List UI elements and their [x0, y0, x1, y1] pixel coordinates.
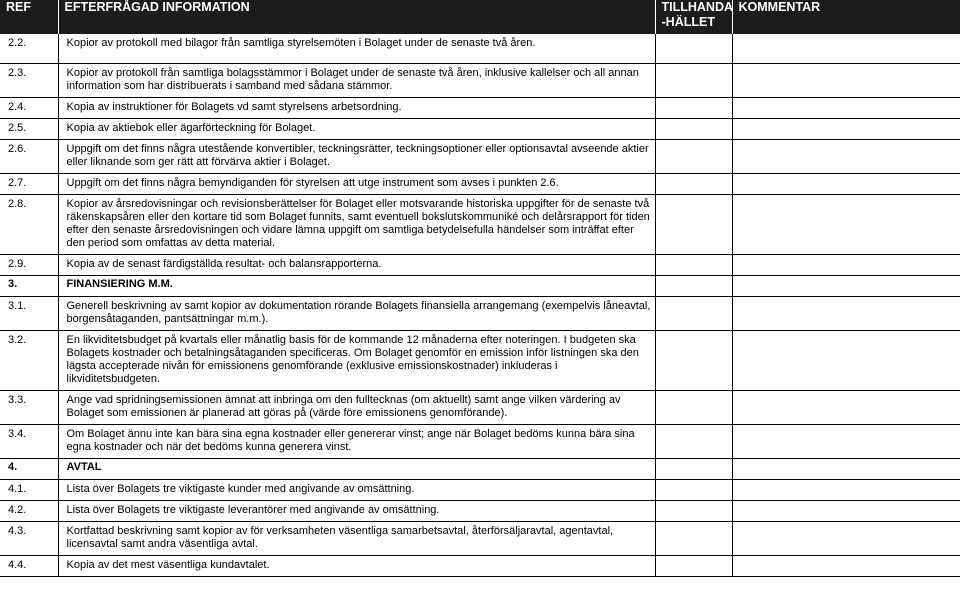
row-comment-cell[interactable]	[732, 390, 960, 424]
row-comment-cell[interactable]	[732, 194, 960, 254]
table-row	[0, 34, 960, 63]
row-tillhanda-cell[interactable]	[655, 500, 732, 521]
row-comment-cell[interactable]	[732, 424, 960, 458]
row-text: Kopia av aktiebok eller ägarförteckning för Bolaget.	[58, 118, 655, 139]
table-row	[0, 500, 960, 521]
row-tillhanda-cell[interactable]	[655, 118, 732, 139]
row-tillhanda-cell	[655, 275, 732, 296]
row-comment-cell	[732, 275, 960, 296]
row-tillhanda-cell[interactable]	[655, 424, 732, 458]
table-row	[0, 479, 960, 500]
row-comment-cell[interactable]	[732, 118, 960, 139]
row-text: Kopior av protokoll från samtliga bolagsstämmor i Bolaget under de senaste två åren, inklusive kallelser och all annan information som har distribuerats i samband med sådana stämmor.	[58, 63, 655, 97]
section-title: FINANSIERING M.M.	[58, 275, 655, 296]
table-row	[0, 173, 960, 194]
row-text: Uppgift om det finns några utestående konvertibler, teckningsrätter, teckningsoptioner eller optionsavtal avseende aktier eller liknande som ger rätt att förvärva aktier i Bolaget.	[58, 139, 655, 173]
header-tillhanda-line2: -HÄLLET	[661, 15, 715, 29]
row-ref: 2.4.	[0, 97, 58, 118]
row-tillhanda-cell[interactable]	[655, 521, 732, 555]
row-comment-cell[interactable]	[732, 555, 960, 576]
row-text: Kopior av årsredovisningar och revisionsberättelser för Bolaget eller motsvarande historiska uppgifter för de senaste två räkenskapsåren eller den kortare tid som Bolaget funnits, samt eventuell bokslutskommuniké och delårsrapport för tiden efter den senaste årsredovisningen och vidare lämna uppgift om samtliga betydelsefulla händelser som inträffat efter den period som omfattas av detta material.	[58, 194, 655, 254]
header-kommentar: KOMMENTAR	[732, 0, 960, 34]
row-text: Lista över Bolagets tre viktigaste leverantörer med angivande av omsättning.	[58, 500, 655, 521]
row-tillhanda-cell[interactable]	[655, 254, 732, 275]
row-tillhanda-cell[interactable]	[655, 555, 732, 576]
table-row	[0, 254, 960, 275]
row-tillhanda-cell[interactable]	[655, 34, 732, 63]
table-row	[0, 139, 960, 173]
table-row	[0, 63, 960, 97]
row-text: En likviditetsbudget på kvartals eller månatlig basis för de kommande 12 månaderna efter noteringen. I budgeten ska Bolagets kostnader och betalningsåtaganden specificeras. Om Bolaget genomför en emission inför listningen ska den lägsta accepterade nivån för emissionens genomförande (exklusive emissionskostnader) inkluderas i likviditetsbudgeten.	[58, 330, 655, 390]
row-comment-cell[interactable]	[732, 296, 960, 330]
header-info: EFTERFRÅGAD INFORMATION	[58, 0, 655, 34]
table-row	[0, 390, 960, 424]
row-ref: 4.2.	[0, 500, 58, 521]
row-comment-cell[interactable]	[732, 139, 960, 173]
row-text: Kopia av de senast färdigställda resultat- och balansrapporterna.	[58, 254, 655, 275]
table-header	[0, 0, 960, 34]
row-tillhanda-cell	[655, 458, 732, 479]
row-comment-cell[interactable]	[732, 500, 960, 521]
row-ref: 2.7.	[0, 173, 58, 194]
row-tillhanda-cell[interactable]	[655, 97, 732, 118]
row-tillhanda-cell[interactable]	[655, 63, 732, 97]
row-comment-cell[interactable]	[732, 254, 960, 275]
table-row	[0, 194, 960, 254]
row-tillhanda-cell[interactable]	[655, 390, 732, 424]
row-text: Kopia av instruktioner för Bolagets vd samt styrelsens arbetsordning.	[58, 97, 655, 118]
table-row	[0, 424, 960, 458]
row-tillhanda-cell[interactable]	[655, 330, 732, 390]
row-text: Lista över Bolagets tre viktigaste kunder med angivande av omsättning.	[58, 479, 655, 500]
row-text: Kopia av det mest väsentliga kundavtalet.	[58, 555, 655, 576]
header-ref: REF	[0, 0, 58, 34]
table-row	[0, 521, 960, 555]
row-ref: 4.4.	[0, 555, 58, 576]
section-ref: 3.	[0, 275, 58, 296]
row-ref: 3.2.	[0, 330, 58, 390]
row-ref: 2.6.	[0, 139, 58, 173]
row-comment-cell	[732, 458, 960, 479]
row-ref: 3.4.	[0, 424, 58, 458]
row-comment-cell[interactable]	[732, 63, 960, 97]
row-text: Generell beskrivning av samt kopior av dokumentation rörande Bolagets finansiella arrangemang (exempelvis låneavtal, borgensåtaganden, pantsättningar m.m.).	[58, 296, 655, 330]
row-ref: 2.8.	[0, 194, 58, 254]
section-row	[0, 275, 960, 296]
row-ref: 3.3.	[0, 390, 58, 424]
section-row	[0, 458, 960, 479]
row-ref: 3.1.	[0, 296, 58, 330]
table-row	[0, 118, 960, 139]
table-row	[0, 97, 960, 118]
header-tillhanda-line1: TILLHANDA	[661, 0, 734, 14]
row-ref: 4.3.	[0, 521, 58, 555]
section-title: AVTAL	[58, 458, 655, 479]
header-tillhanda	[655, 0, 732, 34]
row-ref: 4.1.	[0, 479, 58, 500]
row-text: Ange vad spridningsemissionen ämnat att inbringa om den fulltecknas (om aktuellt) samt ange vilken värdering av Bolaget som emissionen är planerad att göras på (värde före emissionens genomförande).	[58, 390, 655, 424]
row-comment-cell[interactable]	[732, 479, 960, 500]
table-row	[0, 555, 960, 576]
row-comment-cell[interactable]	[732, 97, 960, 118]
row-tillhanda-cell[interactable]	[655, 194, 732, 254]
table-row	[0, 330, 960, 390]
section-ref: 4.	[0, 458, 58, 479]
row-tillhanda-cell[interactable]	[655, 173, 732, 194]
row-ref: 2.2.	[0, 34, 58, 63]
row-tillhanda-cell[interactable]	[655, 139, 732, 173]
row-comment-cell[interactable]	[732, 34, 960, 63]
row-comment-cell[interactable]	[732, 173, 960, 194]
row-text: Kopior av protokoll med bilagor från samtliga styrelsemöten i Bolaget under de senaste två åren.	[58, 34, 655, 63]
row-text: Uppgift om det finns några bemyndiganden för styrelsen att utge instrument som avses i punkten 2.6.	[58, 173, 655, 194]
row-comment-cell[interactable]	[732, 330, 960, 390]
row-ref: 2.3.	[0, 63, 58, 97]
row-text: Kortfattad beskrivning samt kopior av för verksamheten väsentliga samarbetsavtal, återförsäljaravtal, agentavtal, licensavtal samt andra väsentliga avtal.	[58, 521, 655, 555]
row-ref: 2.5.	[0, 118, 58, 139]
table-row	[0, 296, 960, 330]
row-tillhanda-cell[interactable]	[655, 479, 732, 500]
row-ref: 2.9.	[0, 254, 58, 275]
row-tillhanda-cell[interactable]	[655, 296, 732, 330]
row-comment-cell[interactable]	[732, 521, 960, 555]
row-text: Om Bolaget ännu inte kan bära sina egna kostnader eller genererar vinst; ange när Bolaget bedöms kunna bära sina egna kostnader och när det bedöms kunna generera vinst.	[58, 424, 655, 458]
